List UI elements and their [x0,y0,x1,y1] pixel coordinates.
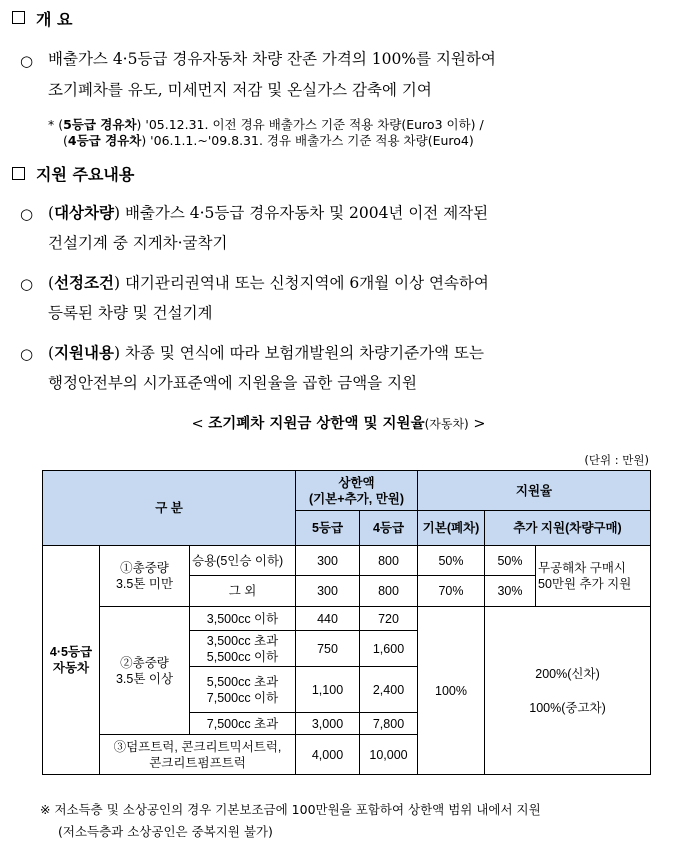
big-extra-rate: 200%(신차) 100%(중고차) [485,607,651,775]
header-basic: 기본(폐차) [418,511,485,546]
subsidy-table [42,470,651,775]
item-condition-cont: 등록된 차량 및 건설기계 [48,304,213,322]
note-grade4: (4등급 경유차) '06.1.1.~'09.8.31. 경유 배출가스 기준 적용 차량(Euro4) [63,133,474,148]
footnote-line1: ※ 저소득층 및 소상공인의 경우 기본보조금에 100만원을 포함하여 상한액 범위 내에서 지원 [40,802,541,817]
item-support-cont: 행정안전부의 시가표준액에 지원율을 곱한 금액을 지원 [48,374,418,392]
unit-label: (단위 : 만원) [584,453,649,467]
overview-text: 배출가스 4·5등급 경유자동차 차량 잔존 가격의 100%를 지원하여 [48,50,496,68]
header-grade5: 5등급 [296,511,360,546]
table-row: 그 외 300 800 70% 30% [43,576,651,607]
sub-under-3.5t: ①총중량 3.5톤 미만 [100,546,190,607]
item-target-cont: 건설기계 중 지게차·굴착기 [48,234,228,252]
extra-note: 무공해차 구매시 50만원 추가 지원 [536,546,651,607]
header-extra: 추가 지원(차량구매) [485,511,651,546]
table-row: 5,500cc 초과 7,500cc 이하 1,100 2,400 [43,667,651,713]
section-title-overview: 개 요 [36,10,73,29]
section-title-main: 지원 주요내용 [36,165,135,184]
header-limit: 상한액 (기본+추가, 만원) [296,471,418,511]
checkbox-square-icon [12,167,25,180]
table-row: ②총중량 3.5톤 이상 3,500cc 이하 440 720 100% 200%(신차) 100%(중고차) [43,607,651,631]
footnote-line2: (저소득층과 소상공인은 중복지원 불가) [58,824,273,839]
overview-text-cont: 조기폐차를 유도, 미세먼지 저감 및 온실가스 감축에 기여 [48,81,432,99]
group-vehicle: 4·5등급 자동차 [43,546,100,775]
table-row: 4·5등급 자동차 ①총중량 3.5톤 미만 승용(5인승 이하) 300 800 50% 50% 무공해차 구매시 50만원 추가 지원 [43,546,651,576]
circle-bullet-icon: ○ [20,52,34,70]
header-category: 구 분 [43,471,296,546]
header-rate: 지원율 [418,471,651,511]
table-row: ③덤프트럭, 콘크리트믹서트럭, 콘크리트펌프트럭 4,000 10,000 [43,735,651,775]
table-title: < 조기폐차 지원금 상한액 및 지원율(자동차) > [191,416,486,432]
circle-bullet-icon: ○ [20,345,34,363]
circle-bullet-icon: ○ [20,275,34,293]
table-row: 7,500cc 초과 3,000 7,800 [43,713,651,735]
checkbox-square-icon [12,11,25,24]
item-target: (대상차량) 배출가스 4·5등급 경유자동차 및 2004년 이전 제작된 [48,203,489,222]
item-condition: (선정조건) 대기관리권역내 또는 신청지역에 6개월 이상 연속하여 [48,273,489,292]
note-grade5: * (5등급 경유차) '05.12.31. 이전 경유 배출가스 기준 적용 차량(Euro3 이하) / [48,117,484,132]
header-grade4: 4등급 [360,511,418,546]
item-support: (지원내용) 차종 및 연식에 따라 보험개발원의 차량기준가액 또는 [48,343,484,362]
big-basic-rate: 100% [418,607,485,775]
sub-special-truck: ③덤프트럭, 콘크리트믹서트럭, 콘크리트펌프트럭 [100,735,296,775]
sub-over-3.5t: ②총중량 3.5톤 이상 [100,607,190,735]
table-row: 3,500cc 초과 5,500cc 이하 750 1,600 [43,631,651,667]
circle-bullet-icon: ○ [20,205,34,223]
